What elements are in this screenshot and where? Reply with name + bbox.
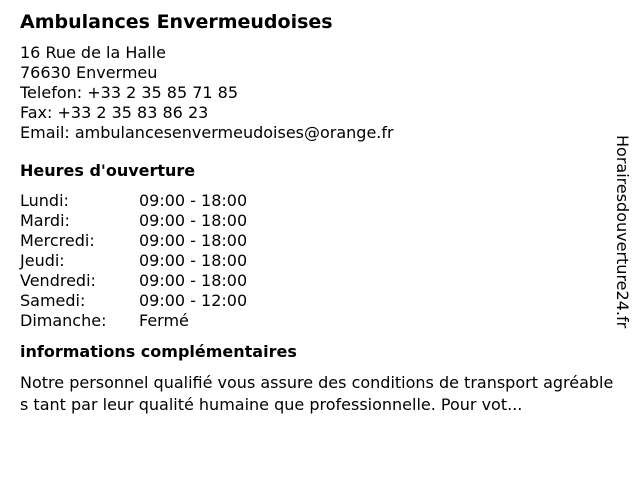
email-address: Email: ambulancesenvermeudoises@orange.fr bbox=[20, 123, 394, 142]
hours-row-saturday bbox=[20, 291, 610, 311]
day-label: Dimanche: bbox=[20, 311, 107, 330]
business-name: Ambulances Envermeudoises bbox=[20, 11, 333, 33]
description-text: Notre personnel qualifié vous assure des conditions de transport agréables tant par leur qualité humaine que professionnelle. Pour vot... bbox=[20, 373, 614, 414]
hours-row-sunday bbox=[20, 311, 610, 331]
day-label: Samedi: bbox=[20, 291, 86, 310]
additional-info-heading: informations complémentaires bbox=[20, 342, 297, 361]
hours-row-thursday bbox=[20, 251, 610, 271]
day-label: Mercredi: bbox=[20, 231, 95, 250]
day-label: Vendredi: bbox=[20, 271, 96, 290]
phone-number: Telefon: +33 2 35 85 71 85 bbox=[20, 83, 239, 102]
opening-hours-heading: Heures d'ouverture bbox=[20, 161, 196, 180]
time-range: 09:00 - 18:00 bbox=[139, 191, 248, 210]
time-range: 09:00 - 18:00 bbox=[139, 271, 248, 290]
address-city: 76630 Envermeu bbox=[20, 63, 158, 82]
business-card bbox=[20, 10, 614, 416]
opening-hours-table bbox=[20, 191, 610, 331]
time-range: 09:00 - 12:00 bbox=[139, 291, 248, 310]
hours-row-monday bbox=[20, 191, 610, 211]
fax-number: Fax: +33 2 35 83 86 23 bbox=[20, 103, 209, 122]
address-street: 16 Rue de la Halle bbox=[20, 43, 166, 62]
time-range: 09:00 - 18:00 bbox=[139, 251, 248, 270]
time-range: 09:00 - 18:00 bbox=[139, 231, 248, 250]
time-range: Fermé bbox=[139, 311, 189, 330]
hours-row-wednesday bbox=[20, 231, 610, 251]
day-label: Mardi: bbox=[20, 211, 70, 230]
time-range: 09:00 - 18:00 bbox=[139, 211, 248, 230]
hours-row-tuesday bbox=[20, 211, 610, 231]
hours-row-friday bbox=[20, 271, 610, 291]
day-label: Lundi: bbox=[20, 191, 69, 210]
day-label: Jeudi: bbox=[20, 251, 65, 270]
site-watermark: Horairesdouverture24.fr bbox=[613, 135, 632, 329]
